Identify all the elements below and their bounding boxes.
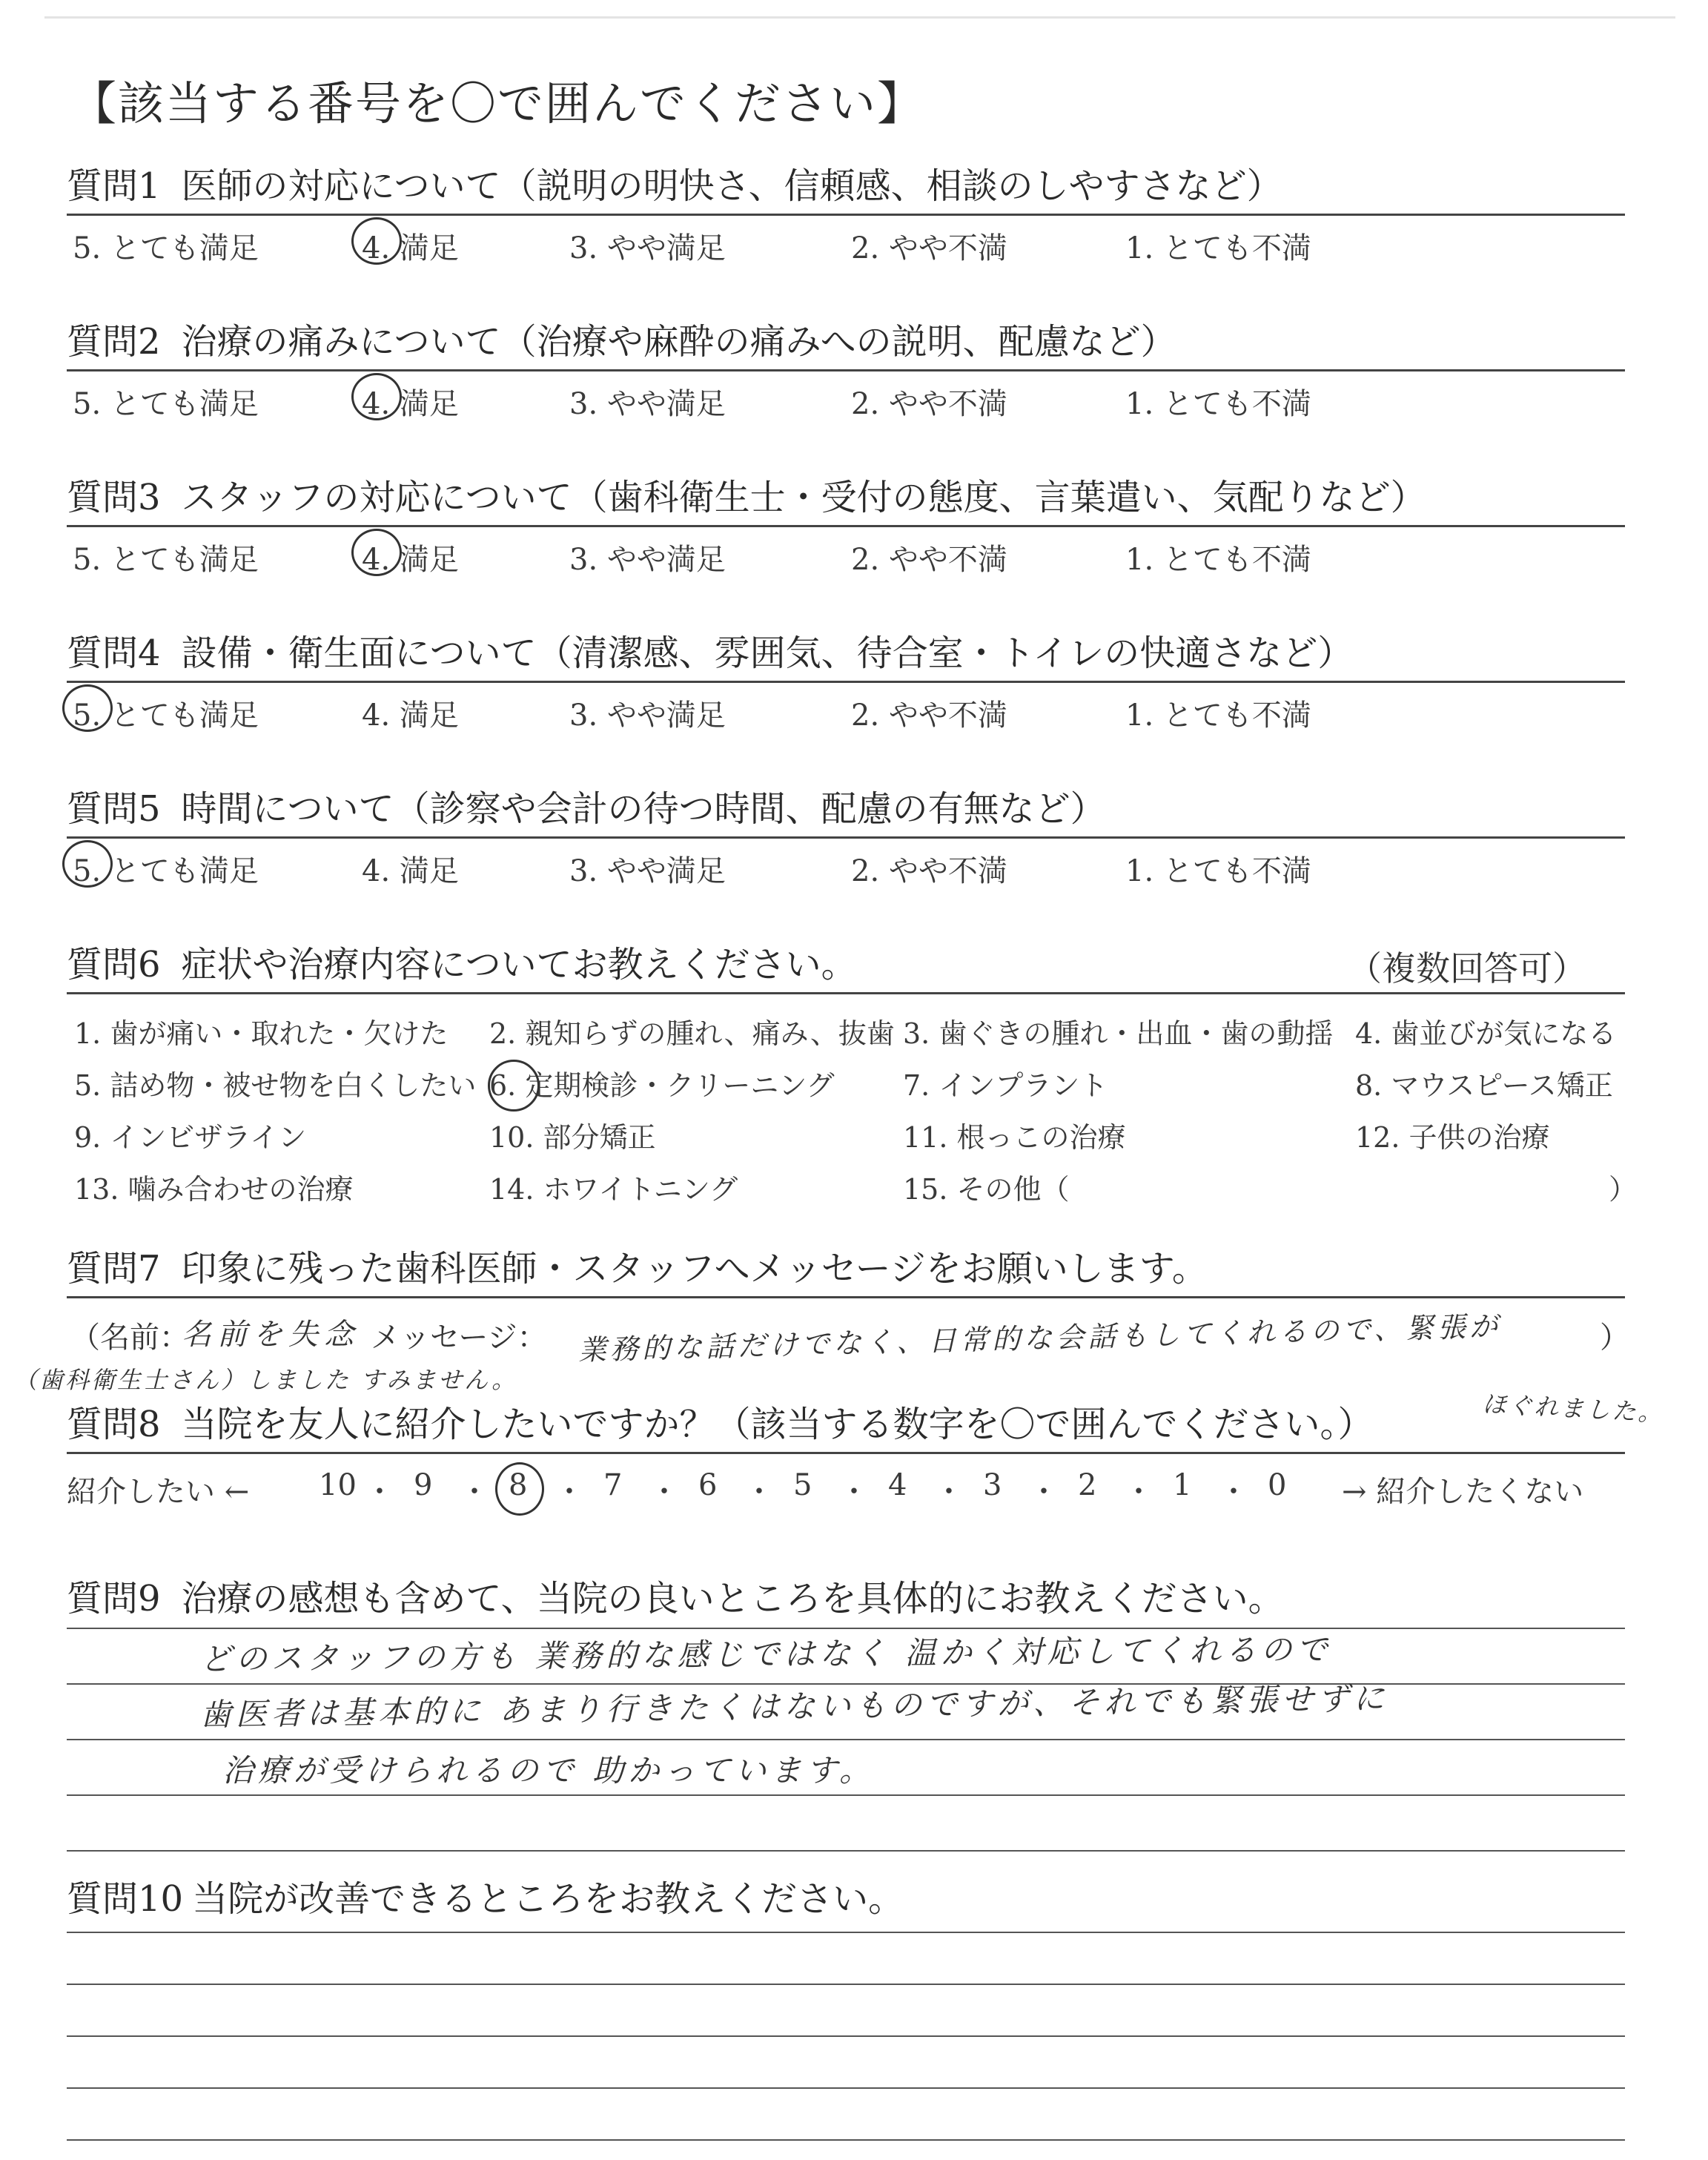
scale-value-6[interactable]: 6 [698, 1468, 718, 1502]
question-text: 当院を友人に紹介したいですか？（該当する数字を〇で囲んでください。） [181, 1404, 1374, 1445]
symptom-option-11[interactable]: 11. 根っこの治療 [903, 1121, 1126, 1154]
question-5 [67, 786, 1623, 888]
other-close-paren: ） [1609, 1173, 1638, 1206]
question-number: 質問4 [67, 633, 161, 674]
question-6 [67, 942, 1638, 1206]
multiple-answer-note: （複数回答可） [1348, 948, 1586, 988]
symptom-option-2[interactable]: 2. 親知らずの腫れ、痛み、抜歯 [489, 1017, 895, 1050]
scale-value-8[interactable]: 8 [509, 1468, 528, 1502]
question-text: スタッフの対応について（歯科衛生士・受付の態度、言葉遣い、気配りなど） [181, 477, 1426, 518]
page-title: 【該当する番号を〇で囲んでください】 [70, 76, 925, 131]
scale-separator: ・ [365, 1475, 394, 1509]
scale-separator: ・ [1029, 1475, 1059, 1509]
symptom-option-4[interactable]: 4. 歯並びが気になる [1355, 1017, 1617, 1050]
symptom-option-8[interactable]: 8. マウスピース矯正 [1355, 1069, 1613, 1102]
name-label: （名前： [70, 1321, 189, 1355]
symptom-option-7[interactable]: 7. インプラント [903, 1069, 1108, 1102]
recommend-scale [67, 1468, 1625, 1513]
scale-value-1[interactable]: 1 [1173, 1468, 1192, 1502]
scale-separator: ・ [744, 1475, 774, 1509]
option-3[interactable]: 3. やや満足 [569, 231, 726, 265]
option-1[interactable]: 1. とても不満 [1125, 854, 1311, 888]
scale-separator: ・ [460, 1475, 489, 1509]
question-1 [67, 163, 1623, 265]
answer-options [67, 371, 1623, 421]
question-4 [67, 630, 1623, 733]
scale-right-label: → 紹介したくない [1342, 1475, 1584, 1509]
option-3[interactable]: 3. やや満足 [569, 543, 726, 577]
answer-options [67, 527, 1623, 577]
selection-circle [351, 373, 402, 420]
scale-value-9[interactable]: 9 [414, 1468, 433, 1502]
symptom-option-10[interactable]: 10. 部分矯正 [489, 1121, 656, 1154]
scale-value-3[interactable]: 3 [983, 1468, 1002, 1502]
scale-separator: ・ [555, 1475, 584, 1509]
handwritten-message[interactable]: 業務的な話だけでなく、日常的な会話もしてくれるので、緊張が [577, 1309, 1502, 1367]
option-5[interactable]: 5. とても満足 [73, 854, 259, 888]
question-2 [67, 319, 1623, 421]
option-1[interactable]: 1. とても不満 [1125, 543, 1311, 577]
symptom-option-3[interactable]: 3. 歯ぐきの腫れ・出血・歯の動揺 [903, 1017, 1334, 1050]
symptom-option-1[interactable]: 1. 歯が痛い・取れた・欠けた [74, 1017, 448, 1050]
question-text: 印象に残った歯科医師・スタッフへメッセージをお願いします。 [181, 1248, 1208, 1289]
option-3[interactable]: 3. やや満足 [569, 854, 726, 888]
handwritten-answer-line-3[interactable]: 治療が受けられるので 助かっています。 [222, 1752, 875, 1789]
option-1[interactable]: 1. とても不満 [1125, 231, 1311, 265]
question-text: 時間について（診察や会計の待つ時間、配慮の有無など） [181, 788, 1106, 830]
answer-options [67, 216, 1623, 265]
selection-circle [495, 1462, 544, 1516]
option-4[interactable]: 4. 満足 [362, 698, 459, 733]
symptom-option-13[interactable]: 13. 噛み合わせの治療 [74, 1173, 354, 1206]
question-text: 医師の対応について（説明の明快さ、信頼感、相談のしやすさなど） [181, 165, 1282, 207]
question-7 [67, 1246, 1623, 1298]
symptom-option-12[interactable]: 12. 子供の治療 [1355, 1121, 1550, 1154]
option-4[interactable]: 4. 満足 [362, 854, 459, 888]
option-5[interactable]: 5. とても満足 [73, 543, 259, 577]
symptom-option-9[interactable]: 9. インビザライン [74, 1121, 307, 1154]
option-5[interactable]: 5. とても満足 [73, 387, 259, 421]
scale-value-2[interactable]: 2 [1078, 1468, 1097, 1502]
question-rule [67, 1452, 1625, 1454]
question-number: 質問8 [67, 1404, 161, 1445]
handwritten-name[interactable]: 名前を失念 [182, 1318, 360, 1352]
option-3[interactable]: 3. やや満足 [569, 698, 726, 733]
handwritten-name-note[interactable]: （歯科衛生士さん）しました すみません。 [13, 1366, 518, 1394]
question-rule [67, 1296, 1625, 1298]
selection-circle [488, 1060, 540, 1112]
option-1[interactable]: 1. とても不満 [1125, 698, 1311, 733]
symptom-option-6[interactable]: 6. 定期検診・クリーニング [489, 1069, 835, 1102]
scale-separator: ・ [839, 1475, 869, 1509]
symptom-option-5[interactable]: 5. 詰め物・被せ物を白くしたい [74, 1069, 477, 1102]
scale-separator: ・ [934, 1475, 964, 1509]
answer-options [67, 683, 1623, 733]
option-2[interactable]: 2. やや不満 [851, 387, 1007, 421]
question-text: 当院が改善できるところをお教えください。 [192, 1878, 904, 1920]
handwritten-answer-line-2[interactable]: 歯医者は基本的に あまり行きたくはないものですが、それでも緊張せずに [199, 1680, 1389, 1733]
question-text: 治療の感想も含めて、当院の良いところを具体的にお教えください。 [181, 1578, 1284, 1619]
close-paren: ） [1600, 1321, 1629, 1355]
scale-separator: ・ [649, 1475, 679, 1509]
option-5[interactable]: 5. とても満足 [73, 698, 259, 733]
answer-options [67, 839, 1623, 888]
scale-value-4[interactable]: 4 [888, 1468, 907, 1502]
option-4[interactable]: 4. 満足 [362, 231, 459, 265]
question-8 [67, 1401, 1623, 1454]
question-10 [67, 1876, 1623, 1922]
selection-circle [62, 684, 113, 732]
option-2[interactable]: 2. やや不満 [851, 698, 1007, 733]
question-text: 症状や治療内容についてお教えください。 [181, 944, 857, 985]
selection-circle [351, 217, 402, 265]
question-number: 質問7 [67, 1248, 161, 1289]
question-number: 質問10 [67, 1878, 184, 1920]
symptom-option-15[interactable]: 15. その他（ [903, 1173, 1070, 1206]
question-number: 質問9 [67, 1578, 161, 1619]
option-2[interactable]: 2. やや不満 [851, 543, 1007, 577]
scale-separator: ・ [1124, 1475, 1153, 1509]
top-border [44, 16, 1675, 19]
option-5[interactable]: 5. とても満足 [73, 231, 259, 265]
question-rule [67, 992, 1625, 994]
question-number: 質問1 [67, 165, 161, 207]
symptom-option-14[interactable]: 14. ホワイトニング [489, 1173, 738, 1206]
selection-circle [62, 840, 113, 888]
question-9 [67, 1576, 1623, 1622]
question-3 [67, 475, 1623, 577]
option-2[interactable]: 2. やや不満 [851, 231, 1007, 265]
option-3[interactable]: 3. やや満足 [569, 387, 726, 421]
option-1[interactable]: 1. とても不満 [1125, 387, 1311, 421]
handwritten-answer-line-1[interactable]: どのスタッフの方も 業務的な感じではなく 温かく対応してくれるので [199, 1631, 1332, 1677]
question-number: 質問2 [67, 321, 161, 363]
handwritten-message-cont[interactable]: ほぐれました。 [1481, 1390, 1665, 1427]
scale-value-0[interactable]: 0 [1268, 1468, 1287, 1502]
scale-left-label: 紹介したい ← [67, 1475, 250, 1509]
scale-separator: ・ [1219, 1475, 1248, 1509]
question-number: 質問5 [67, 788, 161, 830]
message-label: メッセージ： [371, 1321, 547, 1355]
option-4[interactable]: 4. 満足 [362, 543, 459, 577]
option-2[interactable]: 2. やや不満 [851, 854, 1007, 888]
option-4[interactable]: 4. 満足 [362, 387, 459, 421]
question-number: 質問3 [67, 477, 161, 518]
question-number: 質問6 [67, 944, 161, 985]
question-text: 治療の痛みについて（治療や麻酔の痛みへの説明、配慮など） [181, 321, 1176, 363]
scale-value-5[interactable]: 5 [793, 1468, 812, 1502]
question-text: 設備・衛生面について（清潔感、雰囲気、待合室・トイレの快適さなど） [181, 633, 1354, 674]
scale-value-7[interactable]: 7 [603, 1468, 623, 1502]
selection-circle [351, 529, 402, 576]
scale-value-10[interactable]: 10 [319, 1468, 357, 1502]
